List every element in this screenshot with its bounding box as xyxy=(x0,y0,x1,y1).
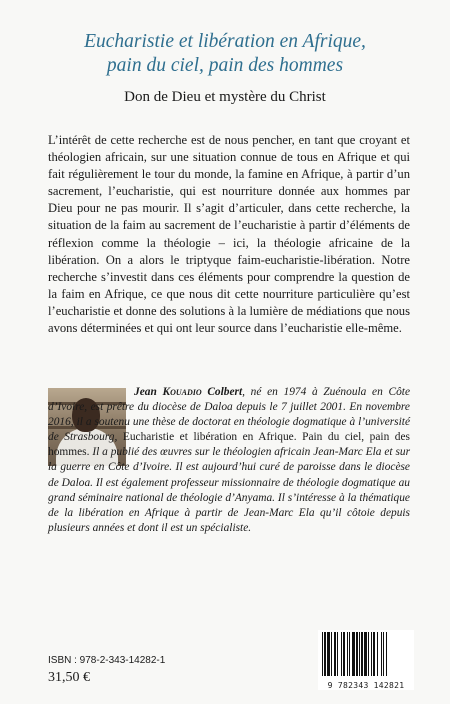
book-subtitle: Don de Dieu et mystère du Christ xyxy=(124,89,326,105)
barcode-bar xyxy=(334,632,336,676)
barcode-bar xyxy=(386,632,387,676)
barcode-bar xyxy=(337,632,338,676)
barcode-bar xyxy=(356,632,358,676)
barcode-bar xyxy=(322,632,323,676)
summary-paragraph: L’intérêt de cette recherche est de nous pencher, en tant que croyant et théologien africain, sur une situation connue de tous en Afrique et qui fait régulièrement le tour du monde, la famine en Afrique, à partir d’un sacrement, l’eucharistie, qui est nourriture donnée aux hommes par Dieu pour ne pas mourir. Il s’agit d’articuler, dans cette recherche, la situation de la faim au sacrement de l’eucharistie à partir d’éléments de réflexion comme la théologie – ici, la théologie africaine de la libération. On a alors le triptyque faim-eucharistie-libération. Notre recherche s’investit dans ces éléments pour comprendre la question de la faim en Afrique, ce que nous dit cette nourriture particulière qu’est l’eucharistie et donne des solutions à la lumière de médiations que nous avons déterminées et qui ont leur source dans l’eucharistie elle-même. xyxy=(48,133,410,336)
barcode-bar xyxy=(383,632,384,676)
author-first-name: Jean xyxy=(134,386,157,398)
barcode-bar xyxy=(352,632,355,676)
author-bio-part2: Il a publié des œuvres sur le théologien africain Jean-Marc Ela et sur la guerre en Côte d’Ivoire. Il est aujourd’hui curé de paroisse dans le diocèse de Daloa. Il est également professeur missionnaire de théologie dogmatique au grand séminaire national de théologie d’Anyama. Il s’intéresse à la thématique de la libération en Afrique à partir de Jean-Marc Ela qu’il côtoie depuis plusieurs années et dont il est un spécialiste. xyxy=(48,446,410,534)
barcode-bar xyxy=(343,632,345,676)
barcode-bar xyxy=(368,632,369,676)
barcode-bar xyxy=(341,632,342,676)
book-title-line1: Eucharistie et libération en Afrique, xyxy=(84,31,366,52)
barcode-bar xyxy=(331,632,332,676)
barcode-bar xyxy=(381,632,382,676)
author-surname: Colbert xyxy=(207,386,243,398)
author-bio xyxy=(48,385,410,536)
barcode-bar xyxy=(349,632,350,676)
barcode-bar xyxy=(373,632,375,676)
barcode-digits: 9 782343 142821 xyxy=(327,681,405,690)
barcode-bar xyxy=(377,632,378,676)
author-bio-part1: , né en 1974 à Zuénoula en Côte d’Ivoire, est prêtre du diocèse de Daloa depuis le 7 juillet 2001. En novembre 2016, il a soutenu une thèse de doctorat en théologie dogmatique à l’université de Strasbourg, xyxy=(48,386,410,444)
book-title xyxy=(0,30,450,78)
barcode-bar xyxy=(364,632,367,676)
barcode-bars xyxy=(322,632,410,676)
barcode-bar xyxy=(371,632,372,676)
barcode-bar xyxy=(327,632,330,676)
isbn: ISBN : 978-2-343-14282-1 xyxy=(48,655,166,666)
barcode-bar xyxy=(347,632,348,676)
price: 31,50 € xyxy=(48,670,90,685)
barcode-bar xyxy=(324,632,326,676)
author-thesis-title: Eucharistie et libération en Afrique. Pain du ciel, pain des hommes. xyxy=(48,431,410,459)
barcode-bar xyxy=(361,632,363,676)
author-last-name: Kouadio xyxy=(162,386,202,398)
book-title-line2: pain du ciel, pain des hommes xyxy=(106,55,344,76)
barcode xyxy=(318,630,414,690)
barcode-bar xyxy=(359,632,360,676)
